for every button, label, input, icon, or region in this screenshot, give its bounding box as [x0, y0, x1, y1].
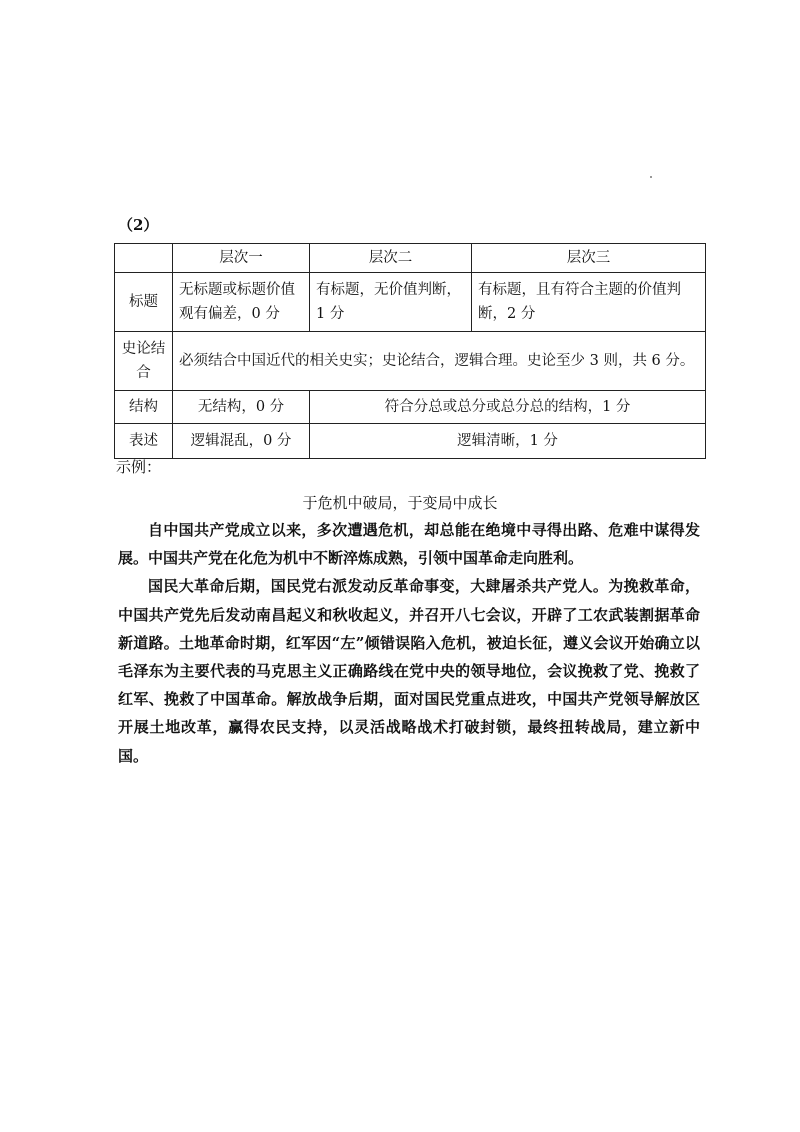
- essay-title: 于危机中破局，于变局中成长: [302, 494, 498, 512]
- example-label: 示例：: [116, 458, 162, 476]
- table-row-title: [115, 273, 706, 332]
- table-row-history: [115, 332, 706, 391]
- essay-paragraph: 自中国共产党成立以来，多次遭遇危机，却总能在绝境中寻得出路、危难中谋得发展。中国共产党在化危为机中不断淬炼成熟，引领中国革命走向胜利。: [118, 521, 700, 568]
- row-label-structure: 结构: [115, 391, 173, 424]
- structure-level-1-cell: 无结构，0 分: [173, 391, 310, 424]
- history-content-cell: 必须结合中国近代的相关史实；史论结合，逻辑合理。史论至少 3 则，共 6 分。: [173, 332, 706, 391]
- header-level-1: 层次一: [173, 244, 310, 273]
- table-row-expression: [115, 424, 706, 459]
- header-level-2: 层次二: [310, 244, 472, 273]
- row-label-expression: 表述: [115, 424, 173, 459]
- question-label: （2）: [118, 216, 159, 234]
- scoring-rubric-table: [114, 243, 706, 459]
- table-row-structure: [115, 391, 706, 424]
- expression-level-1-cell: 逻辑混乱，0 分: [173, 424, 310, 459]
- title-level-3-cell: 有标题，且有符合主题的价值判断，2 分: [472, 273, 706, 332]
- table-header-row: [115, 244, 706, 273]
- expression-level-2-3-cell: 逻辑清晰，1 分: [310, 424, 706, 459]
- row-label-title: 标题: [115, 273, 173, 332]
- title-level-2-cell: 有标题，无价值判断，1 分: [310, 273, 472, 332]
- row-label-history: 史论结合: [115, 332, 173, 391]
- header-level-3: 层次三: [472, 244, 706, 273]
- essay-paragraph: 国民大革命后期，国民党右派发动反革命事变，大肆屠杀共产党人。为挽救革命，中国共产党先后发动南昌起义和秋收起义，并召开八七会议，开辟了工农武装割据革命新道路。土地革命时期，红军因“左”倾错误陷入危机，被迫长征，遵义会议开始确立以毛泽东为主要代表的马克思主义正确路线在党中央的领导地位，会议挽救了党、挽救了红军、挽救了中国革命。解放战争后期，面对国民党重点进攻，中国共产党领导解放区开展土地改革，赢得农民支持，以灵活战略战术打破封锁，最终扭转战局，建立新中国。: [118, 577, 700, 765]
- scan-speck: [650, 176, 652, 178]
- structure-level-2-3-cell: 符合分总或总分或总分总的结构，1 分: [310, 391, 706, 424]
- header-cell-empty: [115, 244, 173, 273]
- title-level-1-cell: 无标题或标题价值观有偏差，0 分: [173, 273, 310, 332]
- essay-body: [118, 516, 700, 770]
